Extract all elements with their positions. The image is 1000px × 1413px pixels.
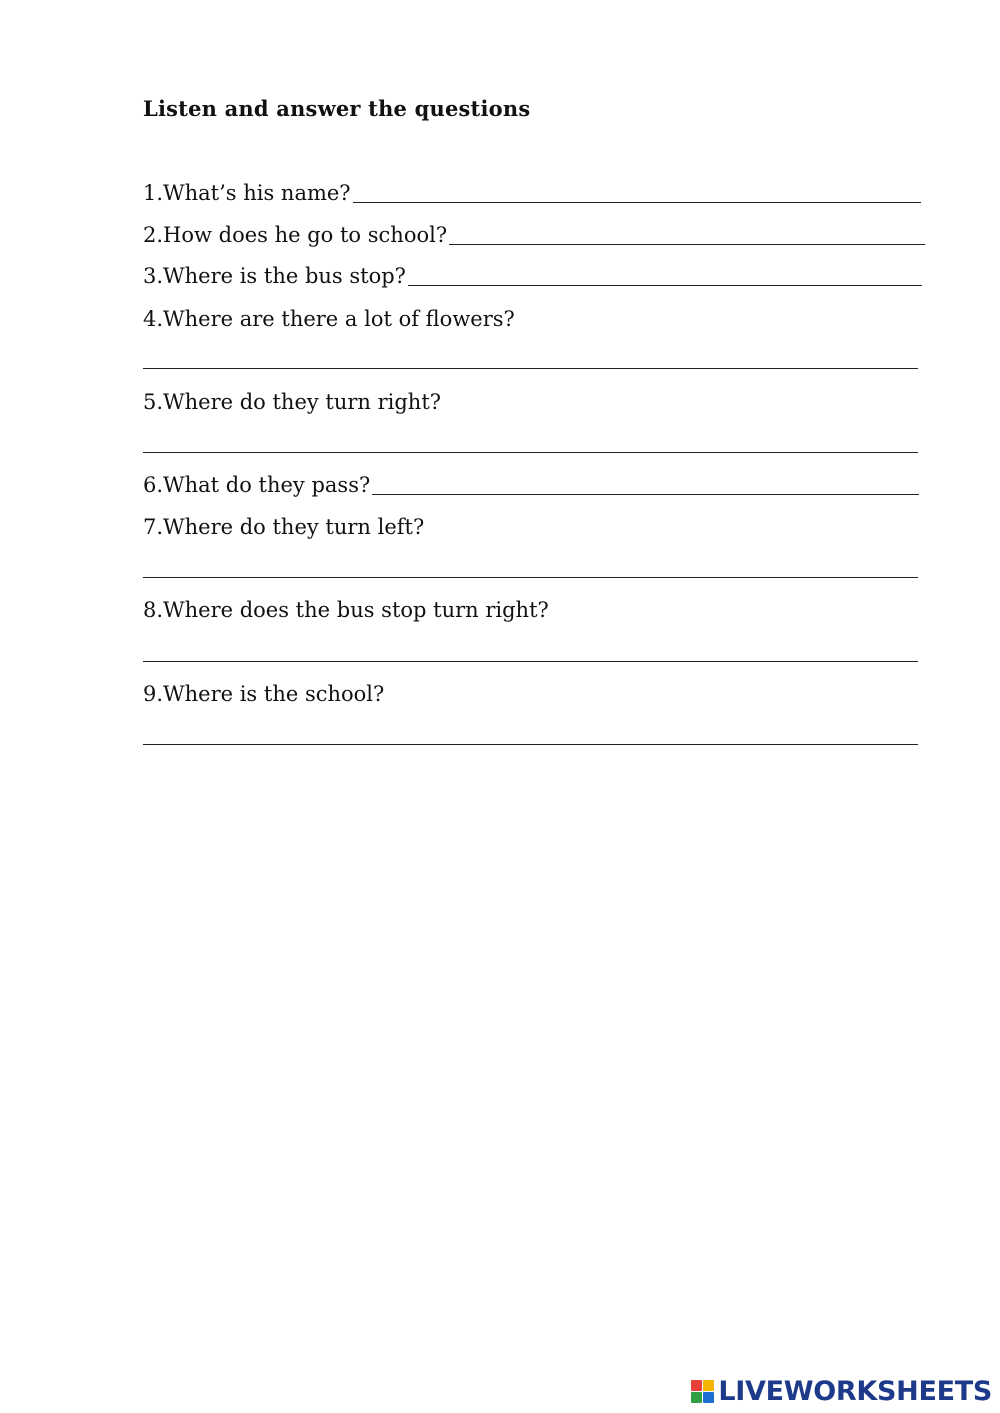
answer-line-6[interactable] [372, 494, 919, 495]
logo-square-1 [691, 1380, 702, 1391]
answer-line-8[interactable] [143, 661, 918, 662]
question-6-text: 6.What do they pass? [143, 473, 371, 497]
answer-line-2[interactable] [449, 244, 925, 245]
question-7-text: 7.Where do they turn left? [143, 515, 425, 539]
answer-line-4[interactable] [143, 368, 918, 369]
question-1 [143, 180, 921, 206]
answer-line-5[interactable] [143, 452, 918, 453]
answer-line-9[interactable] [143, 744, 918, 745]
question-5-text: 5.Where do they turn right? [143, 390, 442, 414]
question-9 [143, 681, 384, 707]
logo-square-3 [691, 1392, 702, 1403]
question-1-text: 1.What’s his name? [143, 181, 351, 205]
question-3 [143, 263, 922, 289]
logo-square-2 [703, 1380, 714, 1391]
liveworksheets-logo-icon [691, 1380, 714, 1403]
logo-text: LIVEWORKSHEETS [718, 1376, 992, 1407]
question-9-text: 9.Where is the school? [143, 682, 385, 706]
question-2-text: 2.How does he go to school? [143, 223, 448, 247]
liveworksheets-logo[interactable] [691, 1376, 992, 1407]
question-7 [143, 514, 424, 540]
question-6 [143, 472, 919, 498]
question-4-text: 4.Where are there a lot of flowers? [143, 307, 515, 331]
question-3-text: 3.Where is the bus stop? [143, 264, 406, 288]
answer-line-7[interactable] [143, 577, 918, 578]
question-2 [143, 222, 925, 248]
answer-line-3[interactable] [408, 285, 922, 286]
worksheet-title: Listen and answer the questions [143, 96, 531, 121]
logo-square-4 [703, 1392, 714, 1403]
answer-line-1[interactable] [353, 202, 921, 203]
question-8-text: 8.Where does the bus stop turn right? [143, 598, 549, 622]
question-8 [143, 597, 549, 623]
question-4 [143, 306, 515, 332]
question-5 [143, 389, 441, 415]
